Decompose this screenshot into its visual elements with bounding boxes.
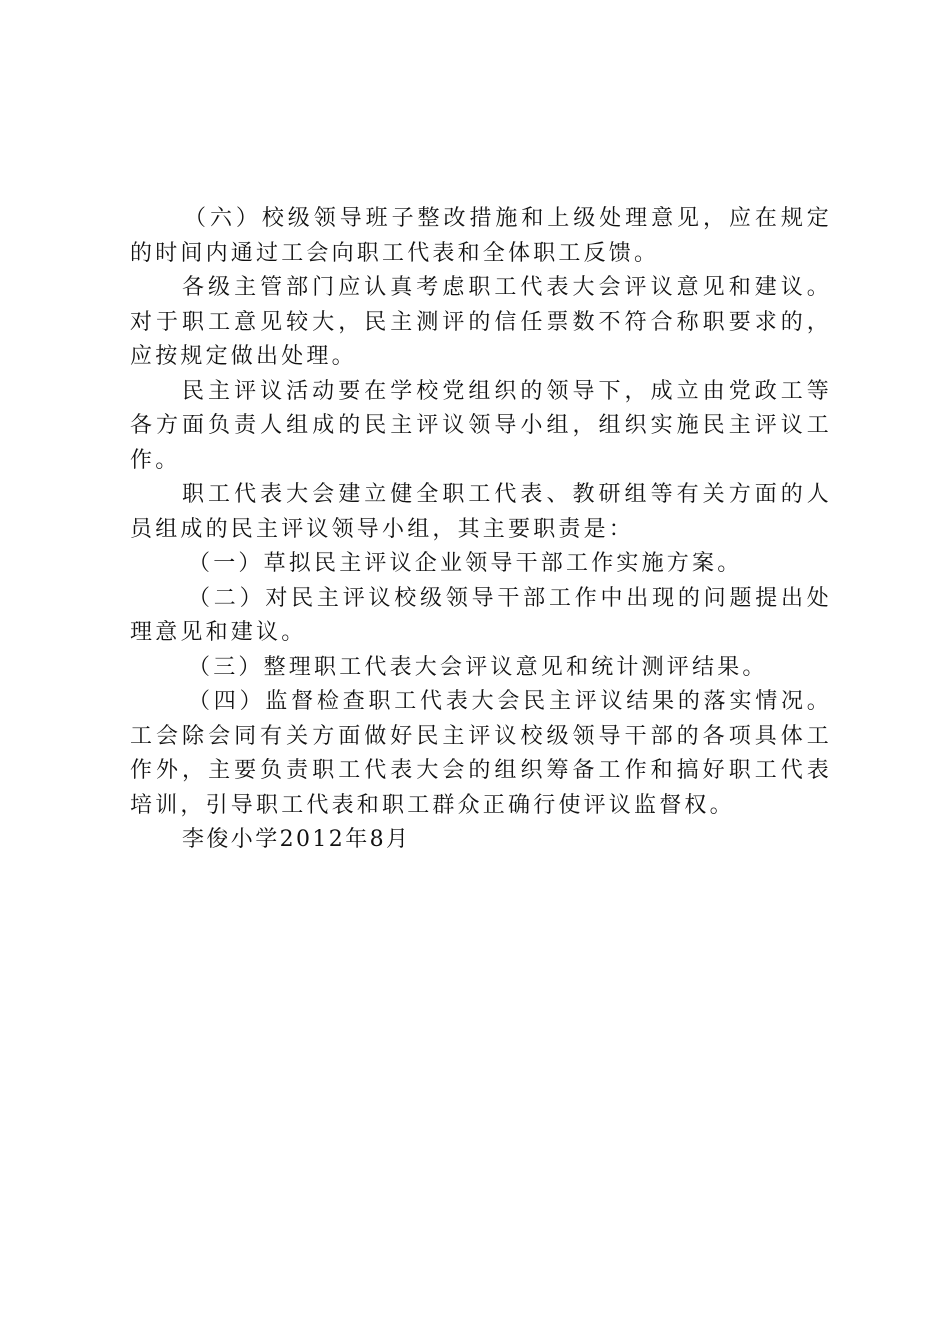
paragraph-congress-responsibilities: 职工代表大会建立健全职工代表、教研组等有关方面的人员组成的民主评议领导小组，其主要职责是： [130, 482, 832, 542]
paragraph-evaluation-activity: 民主评议活动要在学校党组织的领导下，成立由党政工等各方面负责人组成的民主评议领导小组，组织实施民主评议工作。 [130, 378, 832, 473]
paragraph-item-four: （四）监督检查职工代表大会民主评议结果的落实情况。工会除会同有关方面做好民主评议校级领导干部的各项具体工作外，主要负责职工代表大会的组织筹备工作和搞好职工代表培训，引导职工代表和职工群众正确行使评议监督权。 [130, 689, 832, 818]
paragraph-item-two: （二）对民主评议校级领导干部工作中出现的问题提出处理意见和建议。 [130, 585, 832, 645]
signature-line: 李俊小学2012年8月 [182, 827, 411, 852]
document-body [130, 202, 832, 858]
paragraph-item-three: （三）整理职工代表大会评议意见和统计测评结果。 [188, 654, 768, 680]
paragraph-supervisory-departments: 各级主管部门应认真考虑职工代表大会评议意见和建议。对于职工意见较大，民主测评的信任票数不符合称职要求的，应按规定做出处理。 [130, 275, 832, 369]
paragraph-item-one: （一）草拟民主评议企业领导干部工作实施方案。 [188, 551, 743, 576]
paragraph-item-six: （六）校级领导班子整改措施和上级处理意见，应在规定的时间内通过工会向职工代表和全体职工反馈。 [130, 206, 832, 266]
